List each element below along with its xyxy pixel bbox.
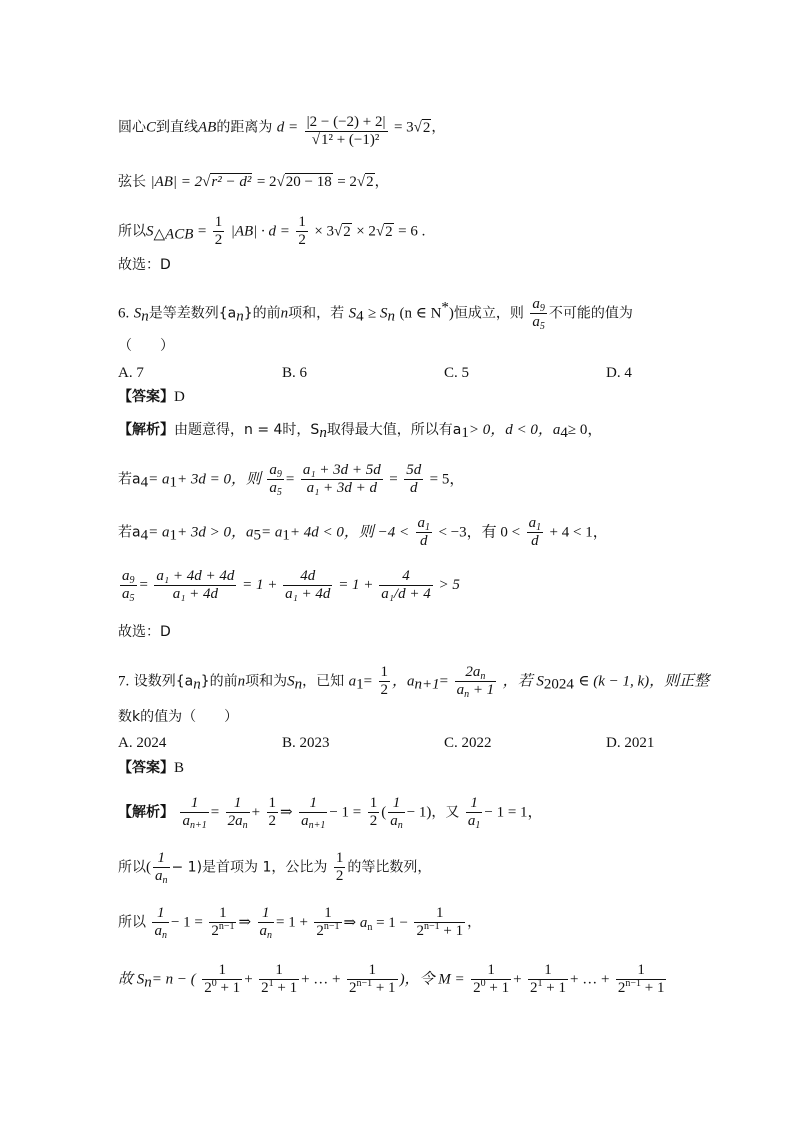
numerator: |2 − (−2) + 2| [306,114,386,130]
subscript: n [387,308,396,325]
text: a [348,673,357,690]
text: |AB| · d = [230,223,290,240]
question-number: 6. [118,305,130,322]
text: ≥ 0， [567,422,603,438]
q6-option-b: B. 6 [282,365,308,381]
eq-fraction-3 [379,568,433,603]
text: × 2 [356,223,376,240]
text: > 0，d < 0，a [468,422,561,438]
q6-paren: （ ） [118,338,174,354]
q7-analysis-4: 故 $S_n= n$ − ( $\frac{1}{2^0 + 1}$ + $\frac{1}{2^1 + 1}$ + … + $\frac{1}{2^{n-1} + 1}$ )，令 M = $\frac{1}{2^0 + 1}$ + $\frac{1}{2^1 + 1}$ + … + $\frac{1}{2^{n-1} + 1}$ [118,962,665,996]
text: × 3 [314,223,335,240]
text: + … + [301,971,341,988]
text: 到直线 [156,119,199,136]
eq-fraction-2 [283,568,332,603]
text: − 1 = 1， [484,804,543,821]
case1-fraction [301,462,383,497]
answer-value: D [174,389,185,405]
text: = [439,673,449,690]
radicand: 2 [422,119,431,136]
text: ≥ S [368,305,388,322]
q6-answer [118,387,185,407]
radicand: 1² + (−1)² [320,132,380,148]
5d-over-d [404,462,423,497]
text: = 2 [337,174,357,190]
text: 由题意得，n = 4时，S [174,422,320,438]
answer-label: 【答案】 [118,760,174,776]
text: C [146,119,157,136]
text: = 1 + [338,576,374,593]
text: S [133,305,142,322]
text: = n − ( [151,971,196,988]
text: ，a [392,673,415,690]
text: 所以 [118,914,146,931]
q7-analysis-2: 所以( $\frac{1}{a_n}$ − 1)是首项为 1，公比为 $\frac{1}{2}$ 的等比数列， [118,850,432,886]
q6-case2: 若$a_4= a_1+ 3d > 0$，$a_5= a_1+ 4d < 0$，则 −4 < $\frac{a_1}{d}$ < −3，有 0 < $\frac{a_1}{d}$ + 4 < 1， [118,515,608,549]
text: ， [467,914,482,931]
q7-option-d: D. 2021 [606,735,655,751]
text: S [146,223,154,240]
half-fraction [213,214,225,249]
numerator: 5d [406,462,422,478]
text: + 4 < 1， [549,524,608,541]
text: 所以 [118,859,146,876]
subscript: n [141,308,149,325]
radicand: 2 [343,223,351,240]
text: 所以 [118,223,146,240]
text: 不可能的值为 [548,305,633,322]
q6-final: 故选：D [118,624,171,640]
subscript: 4 [356,308,364,325]
text: }的前 [243,305,281,322]
text: − 1)是首项为 1，公比为 [171,859,328,876]
text: 的距离为 [216,119,273,136]
radicand: 20 − 18 [285,174,332,190]
text: + 1 [472,682,495,698]
text: = 3 [393,119,414,136]
text: 弦长 [118,174,146,190]
text: n [237,673,246,690]
q7-analysis-3: 所以 $\frac{1}{a_n}$ − 1 = $\frac{1}{2^{n-1}}$ ⇒ $\frac{1}{a_n}$ = 1 + $\frac{1}{2^{n-1}}$ ⇒ $a_n = 1$ − $\frac{1}{2^{n-1} + 1}$ ， [118,905,482,941]
a9-over-a5: $\frac{a_9}{a_5}$ [122,568,135,604]
text: ，已知 [302,673,345,690]
text: 项和为 [245,673,288,690]
analysis-label: 【解析】 [118,804,174,821]
q7-options [118,733,658,753]
text: 若a [118,524,141,541]
subscript: 2024 [543,676,574,693]
text: 的等比数列， [347,859,432,876]
text: AB [198,119,217,136]
denominator: d [409,480,418,496]
text: = [363,673,373,690]
text: d = [276,119,299,136]
radicand: 2 [385,223,393,240]
text: (n ∈ N [399,305,442,322]
text: 项和，若 [288,305,345,322]
text: S [348,305,357,322]
text: = 5， [429,471,465,488]
text: 若a [118,471,141,488]
text: ， [374,174,389,190]
numerator: 4d [283,568,332,586]
denominator: a [456,682,465,698]
text: 设数列{a [133,673,194,690]
denominator: √1² + (−1)² [311,132,380,148]
text: |AB| = 2 [150,174,203,190]
a9-over-a5: $\frac{a_9}{a_5}$ [269,462,282,498]
radicand: 2 [366,174,374,190]
text: ∈ (k − 1, k)，则正整 [578,673,710,690]
text: 恒成立，则 [453,305,524,322]
subscript: 5 [539,321,545,332]
subscript: n [319,425,327,441]
text: = 1 + [242,576,278,593]
text: = [197,223,207,240]
half-fraction [296,214,308,249]
analysis-label: 【解析】 [118,422,174,438]
text: < −3，有 0 < [438,524,521,541]
question-number: 7. [118,673,130,690]
denominator: a₁ + 4d [285,586,331,602]
denominator: a₁/d + 4 [381,586,431,602]
answer-value: B [174,760,185,776]
numerator: 1 [380,664,388,680]
denominator: a₁ + 3d + d [306,480,378,496]
a1-over-d: $\frac{a_1}{d}$ [528,515,542,549]
text: }的前 [200,673,238,690]
numerator: 4 [379,568,433,586]
prev-answer: 故选：D [118,257,171,273]
numerator: a₁ + 4d + 4d [156,568,235,584]
denominator: 2 [214,232,223,248]
numerator: 1 [214,214,223,230]
answer-label: 【答案】 [118,389,174,405]
text: = 2 [256,174,277,190]
q6-options [118,363,638,383]
text: ，又 [431,804,460,821]
distance-line: 圆心C到直线AB的距离为 d = $\frac{|2 - (-2) + 2|}{\text{√1² + (−1)²}}$ = 3√2， [118,114,446,148]
numerator: 1 [298,214,306,230]
text: + 3d = 0，则 [176,471,261,488]
denominator: a₁ + 4d [172,586,219,602]
recurrence-fraction: $\frac{2a_n}{a_n + 1}$ [456,664,495,700]
text: = a [148,471,170,488]
eq-fraction-1 [154,568,236,603]
half-fraction [379,664,391,699]
q7-stem: 7. 设数列$\{a_n\}$的前n项和为$S_n$，已知 $a_1=$ $\frac{1}{2}$ ，$a_{n+1}=$ $\frac{2a_n}{a_n + 1}$ ，若 $S_{2024}$ ∈ (k − 1, k)，则正整 [118,664,710,700]
denominator [530,314,547,331]
q7-option-c: C. 2022 [444,735,492,751]
chord-line: 弦长 |AB| = 2√r² − d² = 2√20 − 18 = 2√2， [118,174,389,190]
q6-inequality: $\frac{a_9}{a_5}$ = $\frac{\text{a₁ + 4d + 4d}}{\text{a₁ + 4d}}$ = 1 + $\frac{4d}{\text{a₁ + 4d}}$ = 1 + $\frac{4}{\text{a₁/d + 4}}$ > 5 [122,568,460,604]
q6-analysis: 【解析】由题意得，n = 4时，$S_n$取得最大值，所以有$a_1> 0$，d < 0，$a_4\ge 0$， [118,422,603,441]
text: = [389,471,398,488]
text: n [280,305,289,322]
q6-stem [118,296,633,331]
subscript: 9 [539,303,545,314]
text: 取得最大值，所以有a [326,422,462,438]
text: a [532,296,540,312]
text: 是等差数列{a [148,305,237,322]
text: 故 S [118,971,145,988]
text: > 5 [438,576,460,593]
subscript: n [236,308,244,325]
distance-fraction [305,114,388,149]
a9-over-a5 [530,296,547,331]
q6-option-c: C. 5 [444,365,470,381]
text: 圆心 [118,119,146,136]
text: = a [148,524,170,541]
text: ， [431,119,446,136]
numerator [530,296,547,314]
q7-stem-line2: 数k的值为（ ） [118,709,239,725]
subscript: △ACB [153,226,194,243]
text: + 4d < 0，则 −4 < [289,524,410,541]
denominator: 2 [380,682,388,698]
q7-option-b: B. 2023 [282,735,330,751]
superscript: * [441,299,449,316]
q6-option-d: D. 4 [606,365,632,381]
text: ) [448,305,454,322]
radicand: r² − d² [211,174,252,190]
numerator: a₁ + 3d + 5d [302,462,381,478]
denominator: 2 [298,232,306,248]
subscript: n+1 [414,676,440,693]
a1-over-d: $\frac{a_1}{d}$ [417,515,431,549]
area-line: 所以$S_{\triangle ACB}$ = $\frac{1}{2}$ |AB| · d = $\frac{1}{2}$ × 3√2 × 2√2 = 6 . [118,214,426,248]
text: ，若 S [502,673,544,690]
text: = a [260,524,283,541]
numerator: 2a [465,664,481,680]
text: )，令 M = [399,971,465,988]
q7-analysis-1: 【解析】 $\frac{1}{a_{n+1}}$ = $\frac{1}{2a_n}$ + $\frac{1}{2}$ ⇒ $\frac{1}{a_{n+1}}$ − 1 = $\frac{1}{2}$ ( $\frac{1}{a_n}$ − 1)，又 $\frac{1}{a_1}$ − 1 = 1， [118,795,543,831]
text: = 6 . [398,223,426,240]
q6-case1: 若$a_4= a_1+ 3d = 0$，则 $\frac{a_9}{a_5}$ = $\frac{\text{a₁ + 3d + 5d}}{\text{a₁ + 3d + d}}$ = $\frac{5d}{d}$ = 5， [118,462,465,498]
q7-answer [118,758,184,778]
text: a [532,314,540,330]
q7-option-a: A. 2024 [118,735,167,751]
q6-option-a: A. 7 [118,365,144,381]
text: + 3d > 0，a [176,524,254,541]
